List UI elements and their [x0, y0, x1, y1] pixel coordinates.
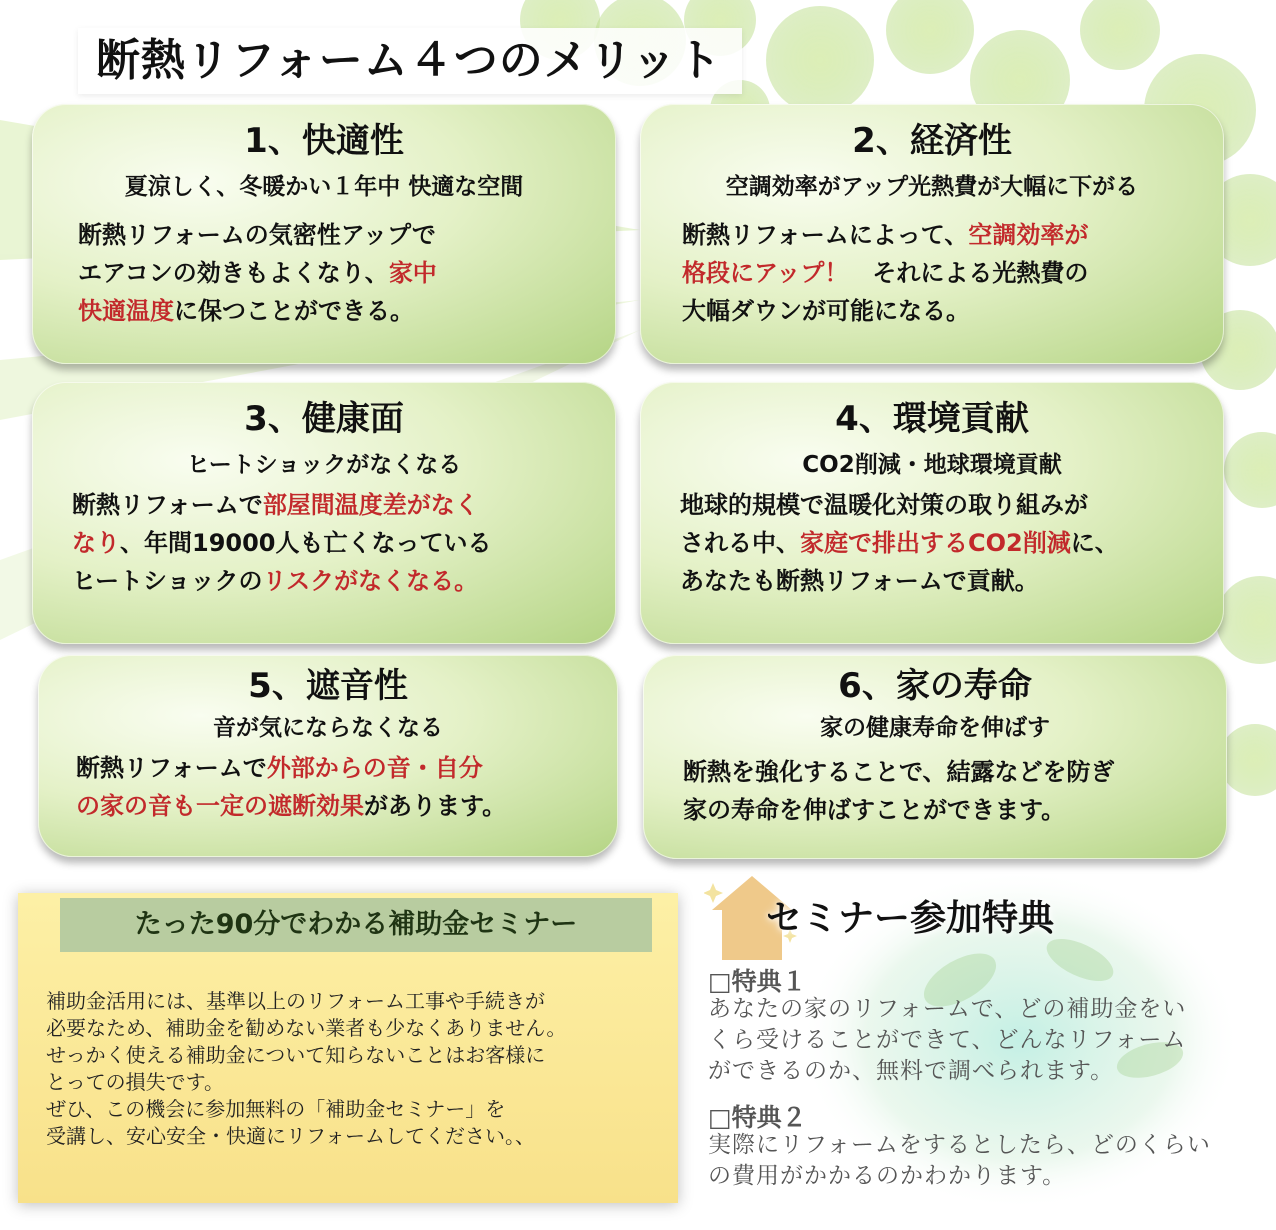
card-body — [680, 486, 1224, 600]
card-heading: 6、家の寿命 — [838, 666, 1032, 706]
body-text: 地球的規模で温暖化対策の取り組みが される中、 — [680, 491, 1088, 557]
body-text: 断熱リフォームで — [76, 754, 267, 782]
card-body — [682, 216, 1224, 330]
card-subtitle: 空調効率がアップ光熱費が大幅に下がる — [725, 174, 1139, 200]
card-body — [78, 216, 616, 330]
benefit-2-text: 実際にリフォームをするとしたら、どのくらい の費用がかかるのかわかります。 — [708, 1132, 1211, 1189]
body-text: 断熱リフォームで — [72, 491, 263, 519]
body-text: 断熱リフォームによって、 — [682, 221, 969, 249]
seminar-benefits — [690, 870, 1276, 1230]
card-heading: 4、環境貢献 — [835, 399, 1029, 439]
card-body — [72, 486, 616, 600]
body-text: 断熱リフォームの気密性アップで エアコンの効きもよくなり、 — [78, 221, 436, 287]
benefit-1-heading: □特典１ — [708, 967, 807, 996]
highlight-text: 空調効率が 格段にアップ！ — [682, 221, 1089, 287]
merit-card-soundproof — [38, 655, 618, 857]
seminar-panel — [18, 893, 678, 1203]
card-heading: 2、経済性 — [852, 121, 1012, 161]
body-text: に、 あなたも断熱リフォームで貢献。 — [680, 529, 1119, 595]
card-heading: 5、遮音性 — [248, 666, 408, 706]
highlight-text: 家庭で排出するCO2削減 — [800, 529, 1071, 557]
merit-card-environment — [640, 382, 1224, 644]
benefits-title: セミナー参加特典 — [766, 898, 1055, 939]
seminar-title: たった90分でわかる補助金セミナー — [60, 898, 652, 952]
card-body — [683, 753, 1227, 829]
card-subtitle: 音が気にならなくなる — [213, 715, 443, 741]
merit-card-health — [32, 382, 616, 644]
body-text: それによる光熱費の 大幅ダウンが可能になる。 — [682, 259, 1089, 325]
body-text: 、年間19000人も亡くなっている ヒートショックの — [72, 529, 492, 595]
card-body — [76, 749, 618, 825]
merit-card-comfort — [32, 104, 616, 364]
body-text: があります。 — [364, 792, 507, 820]
highlight-text: リスクがなくなる。 — [262, 567, 479, 595]
card-subtitle: ヒートショックがなくなる — [186, 452, 462, 478]
card-heading: 3、健康面 — [244, 399, 404, 439]
highlight-text: 外部からの音・自分 の家の音も一定の遮断効果 — [76, 754, 483, 820]
page-title: 断熱リフォーム４つのメリット — [78, 28, 742, 94]
body-text: に保つことができる。 — [174, 297, 414, 325]
card-subtitle: 夏涼しく、冬暖かい１年中 快適な空間 — [124, 174, 524, 200]
benefit-2-heading: □特典２ — [708, 1103, 807, 1132]
card-subtitle: CO2削減・地球環境貢献 — [802, 452, 1062, 478]
body-text: 断熱を強化することで、結露などを防ぎ 家の寿命を伸ばすことができます。 — [683, 758, 1115, 824]
card-subtitle: 家の健康寿命を伸ばす — [820, 715, 1050, 741]
benefit-1-text: あなたの家のリフォームで、どの補助金をい くら受けることができて、どんなリフォーム ができるのか、無料で調べられます。 — [708, 996, 1187, 1084]
merit-card-economy — [640, 104, 1224, 364]
card-heading: 1、快適性 — [244, 121, 404, 161]
highlight-text: 部屋間温度差がなく なり — [72, 491, 479, 557]
highlight-text: 家中 快適温度 — [78, 259, 437, 325]
seminar-description: 補助金活用には、基準以上のリフォーム工事や手続きが 必要なため、補助金を勧めない業者も少なくありません。 せっかく使える補助金について知らないことはお客様に とっての損失です。 ぜひ、この機会に参加無料の「補助金セミナー」を 受講し、安心安全・快適にリフォームしてください。、 — [46, 989, 567, 1148]
merit-card-house-life — [643, 655, 1227, 859]
